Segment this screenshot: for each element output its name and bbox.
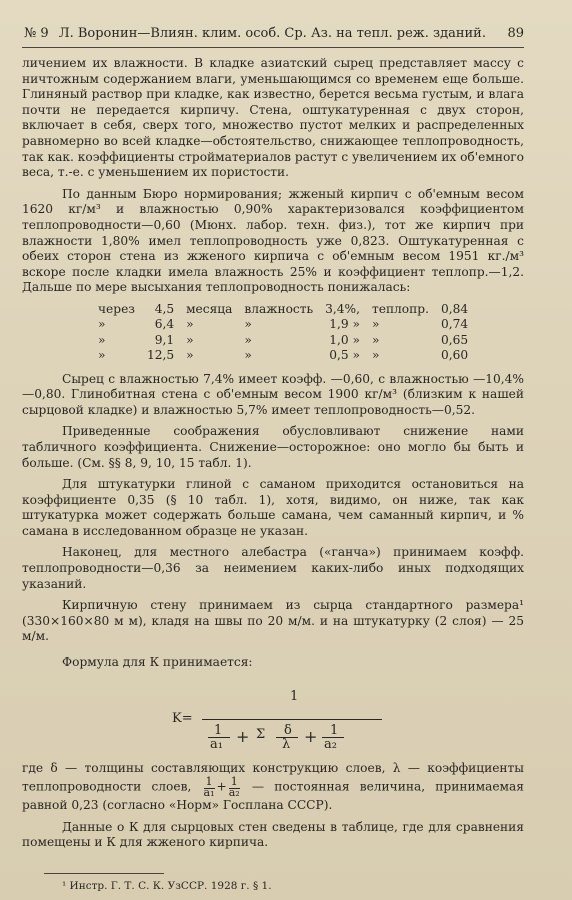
formula-title: Формула для К принимается: — [62, 655, 253, 670]
moisture-table — [92, 302, 474, 364]
paragraph: Кирпичную стену принимаем из сырца стандартного размера¹ (330×160×80 м м), кладя на швы по 20 м/м. и на штукатурку (2 слоя) — 25 м/м. — [22, 598, 524, 644]
table-cell: 0,84 — [440, 301, 469, 316]
table-cell: » — [244, 332, 252, 347]
inline-fraction: $\frac{1}{\text{a₁}}$ — [203, 775, 215, 800]
table-row — [92, 317, 474, 332]
formula-lambda: λ — [282, 736, 291, 752]
table-cell: » — [186, 348, 194, 363]
table-cell: » — [244, 348, 252, 363]
formula-lhs: K= — [172, 710, 193, 726]
table-cell: » — [186, 332, 194, 347]
table-cell: 9,1 — [154, 332, 175, 347]
issue-number: № 9 — [24, 26, 49, 41]
table-cell: » — [186, 317, 194, 332]
paragraph: Наконец, для местного алебастра («ганча») принимаем коэфф. теплопроводности—0,36 за неимением каких-либо иных подходящих указаний. — [22, 545, 524, 591]
inline-fraction: $\frac{1}{\text{a₂}}$ — [228, 775, 240, 800]
table-cell: 4,5 — [154, 301, 175, 316]
table-cell: » — [98, 317, 106, 332]
table-row — [92, 302, 474, 317]
formula-a2: a₂ — [324, 736, 337, 752]
formula-a1: a₁ — [210, 736, 223, 752]
table-cell: 0,5 » — [329, 348, 360, 363]
table-cell: » — [98, 348, 106, 363]
table-cell: » — [371, 332, 380, 347]
table-cell: 1,0 » — [329, 332, 360, 347]
inline-plus: + — [216, 779, 227, 794]
k-formula — [172, 681, 524, 751]
table-cell: » — [371, 348, 380, 363]
table-cell: влажность — [244, 301, 314, 316]
table-cell: 0,74 — [440, 317, 469, 332]
formula-one: 1 — [330, 722, 339, 738]
paragraph: Данные о К для сырцовых стен сведены в таблице, где для сравнения помещены и К для жженого кирпича. — [22, 819, 524, 850]
where-text: где δ — толщины составляющих конструкцию слоев, λ — коэффициенты теплопроводности слоев, — [22, 760, 524, 794]
table-cell: теплопр. — [371, 301, 429, 316]
table-cell: 6,4 — [154, 317, 175, 332]
where-text-2: — постоянная величина, принимаемая равной 0,23 (согласно «Норм» Госплана СССР). — [22, 779, 524, 813]
table-cell: 0,65 — [440, 332, 469, 347]
table-cell: 0,60 — [440, 348, 469, 363]
formula-delta: δ — [284, 722, 292, 738]
main-fraction-bar — [202, 719, 382, 720]
paragraph: Приведенные соображения обусловливают снижение нами табличного коэффициента. Снижение—осторожное: оно могло бы быть и больше. (См. §§ 8, 9, 10, 15 табл. 1). — [22, 424, 524, 470]
table-cell: 3,4%, — [325, 301, 360, 316]
running-title: Л. Воронин—Влиян. клим. особ. Ср. Аз. на тепл. реж. зданий. — [58, 26, 486, 41]
paragraph: Сырец с влажностью 7,4% имеет коэфф. —0,60, с влажностью —10,4%—0,80. Глинобитная стена с об'емным весом 1900 кг/м³ (близким к нашей сырцовой кладке) и влажностью 5,7% имеет теплопроводность—0,52. — [22, 371, 524, 417]
page-number: 89 — [507, 26, 524, 41]
formula-one: 1 — [214, 722, 223, 738]
table-cell: » — [98, 332, 106, 347]
footnote-rule — [44, 873, 164, 874]
table-cell: 1,9 » — [329, 317, 360, 332]
page-header — [22, 26, 524, 48]
formula-numerator: 1 — [290, 688, 299, 704]
body-text — [22, 56, 524, 851]
table-cell: » — [244, 317, 252, 332]
table-row — [92, 348, 474, 363]
table-cell: » — [371, 317, 380, 332]
paragraph: Для штукатурки глиной с саманом приходится остановиться на коэффициенте 0,35 (§ 10 табл. 1), хотя, видимо, он ниже, так как штукатурка может содержать больше самана, чем саманный кирпич, и % самана в исследованном образце не указан. — [22, 477, 524, 538]
paragraph — [22, 761, 524, 814]
paragraph: По данным Бюро нормирования; жженый кирпич с об'емным весом 1620 кг/м³ и влажностью 0,90% характеризовался коэффициентом теплопроводности—0,60 (Мюнх. лабор. техн. физ.), тот же кирпич при влажности 1,80% имел теплопроводность уже 0,823. Оштукатуренная с обеих сторон стена из жженого кирпича с об'емным весом 1951 кг./м³ вскоре после кладки имела влажность 25% и коэффициент теплопр.—1,2. Дальше по мере высыхания теплопроводность понижалась: — [22, 186, 524, 295]
table-cell: через — [98, 301, 135, 316]
formula-plus: + — [304, 726, 318, 746]
table-row — [92, 333, 474, 348]
formula-sigma: Σ — [256, 726, 266, 742]
paragraph: личением их влажности. В кладке азиатский сырец представляет массу с ничтожным содержанием влаги, уменьшающимся со временем еще больше. Глиняный раствор при кладке, как известно, берется весьма густым, и влага почти не передается кирпичу. Стена, оштукатуренная с двух сторон, включает в себя, сверх того, множество пустот мелких и распределенных равномерно во всей кладке—обстоятельство, снижающее теплопроводность, так как. коэффициенты стройматериалов растут с увеличением их об'емного веса, т.-е. с уменьшением их пористости. — [22, 56, 524, 180]
formula-plus: + — [236, 726, 250, 746]
table-cell: 12,5 — [146, 348, 175, 363]
footnote: ¹ Инстр. Г. Т. С. К. УзССР. 1928 г. § 1. — [62, 880, 272, 892]
table-cell: месяца — [186, 301, 233, 316]
